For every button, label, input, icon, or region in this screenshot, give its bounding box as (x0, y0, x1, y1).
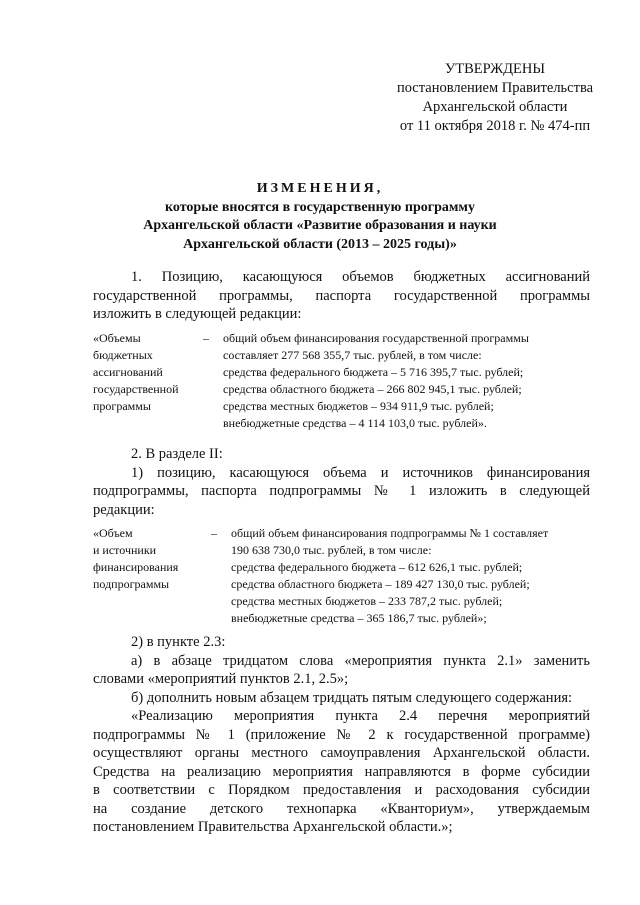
approval-title: УТВЕРЖДЕНЫ (444, 61, 546, 77)
paragraph-item-2 (93, 445, 590, 519)
label-line: подпрограммы (93, 577, 170, 591)
value-row: общий объем финансирования государственной программы (223, 331, 529, 345)
label-line: «Объемы (93, 331, 141, 345)
text-line: 1) позицию, касающуюся объема и источников финансирования (131, 464, 590, 481)
text-line: б) дополнить новым абзацем тридцать пятым следующего содержания: (131, 689, 573, 706)
value-row: внебюджетные средства – 365 186,7 тыс. рублей»; (231, 611, 487, 625)
approval-date: от 11 октября 2018 г. № 474-пп (399, 118, 591, 134)
label-line: государственной (93, 382, 179, 396)
value-row: внебюджетные средства – 4 114 103,0 тыс. рублей». (223, 416, 487, 430)
table-dash: – (203, 331, 209, 345)
text-line: государственной программы, паспорта государственной программы (93, 287, 590, 304)
value-row: средства областного бюджета – 266 802 945,1 тыс. рублей; (223, 382, 522, 396)
value-row: средства федерального бюджета – 612 626,1 тыс. рублей; (231, 560, 523, 574)
label-line: бюджетных (93, 348, 153, 362)
text-line: в соответствии с Порядком предоставления и расходования субсидии (93, 782, 590, 798)
section-title: 2. В разделе II: (131, 446, 223, 462)
text-line: на создание детского технопарка «Кванториум», утверждаемым (93, 800, 590, 817)
label-line: финансирования (93, 560, 179, 574)
value-row: средства местных бюджетов – 233 787,2 тыс. рублей; (231, 594, 503, 608)
text-line: подпрограммы, паспорта подпрограммы № 1 изложить в следующей (93, 483, 590, 499)
text-line: подпрограммы № 1 (приложение № 2 к государственной программе) (93, 726, 590, 743)
text-line: Средства на реализацию мероприятия направляются в форме субсидии (93, 763, 590, 780)
text-line: «Реализацию мероприятия пункта 2.4 перечня мероприятий (131, 708, 590, 724)
text-line: а) в абзаце тридцатом слова «мероприятия пункта 2.1» заменить (131, 652, 590, 669)
document-subtitle: Архангельской области «Развитие образования и науки (143, 218, 497, 233)
label-line: «Объем (93, 526, 133, 540)
document-subtitle: которые вносятся в государственную программу (165, 199, 475, 215)
approval-line: постановлением Правительства (396, 80, 594, 96)
approval-block (380, 60, 610, 136)
text-line: словами «мероприятий пунктов 2.1, 2.5»; (93, 671, 349, 687)
document-title: ИЗМЕНЕНИЯ, (256, 181, 384, 196)
paragraph-item-2-2 (93, 633, 590, 837)
table-values (231, 525, 548, 627)
value-row: общий объем финансирования подпрограммы № 1 составляет (231, 526, 549, 540)
text-line: постановлением Правительства Архангельской области.»; (93, 819, 453, 835)
label-line: ассигнований (93, 365, 163, 379)
table-label (93, 525, 203, 593)
label-line: и источники (93, 543, 157, 557)
table-dash: – (211, 526, 217, 540)
document-heading (60, 180, 580, 254)
value-row: составляет 277 568 355,7 тыс. рублей, в том числе: (223, 348, 482, 362)
value-row: 190 638 730,0 тыс. рублей, в том числе: (231, 543, 432, 557)
value-row: средства областного бюджета – 189 427 130,0 тыс. рублей; (231, 577, 530, 591)
text-line: осуществляют органы местного самоуправления Архангельской области. (93, 745, 590, 761)
subsection-title: 2) в пункте 2.3: (131, 634, 226, 650)
table-values (223, 330, 529, 432)
table-budget-allocations (93, 330, 593, 435)
table-label (93, 330, 203, 415)
value-row: средства федерального бюджета – 5 716 395,7 тыс. рублей; (223, 365, 524, 379)
paragraph-item-1 (93, 268, 590, 324)
text-line: изложить в следующей редакции: (93, 306, 302, 322)
table-subprogram-financing (93, 525, 593, 630)
label-line: программы (93, 399, 151, 413)
value-row: средства местных бюджетов – 934 911,9 тыс. рублей; (223, 399, 494, 413)
text-line: 1. Позицию, касающуюся объемов бюджетных ассигнований (131, 269, 590, 285)
approval-line: Архангельской области (422, 99, 568, 115)
document-subtitle: Архангельской области (2013 – 2025 годы)» (183, 236, 457, 252)
text-line: редакции: (93, 501, 155, 518)
